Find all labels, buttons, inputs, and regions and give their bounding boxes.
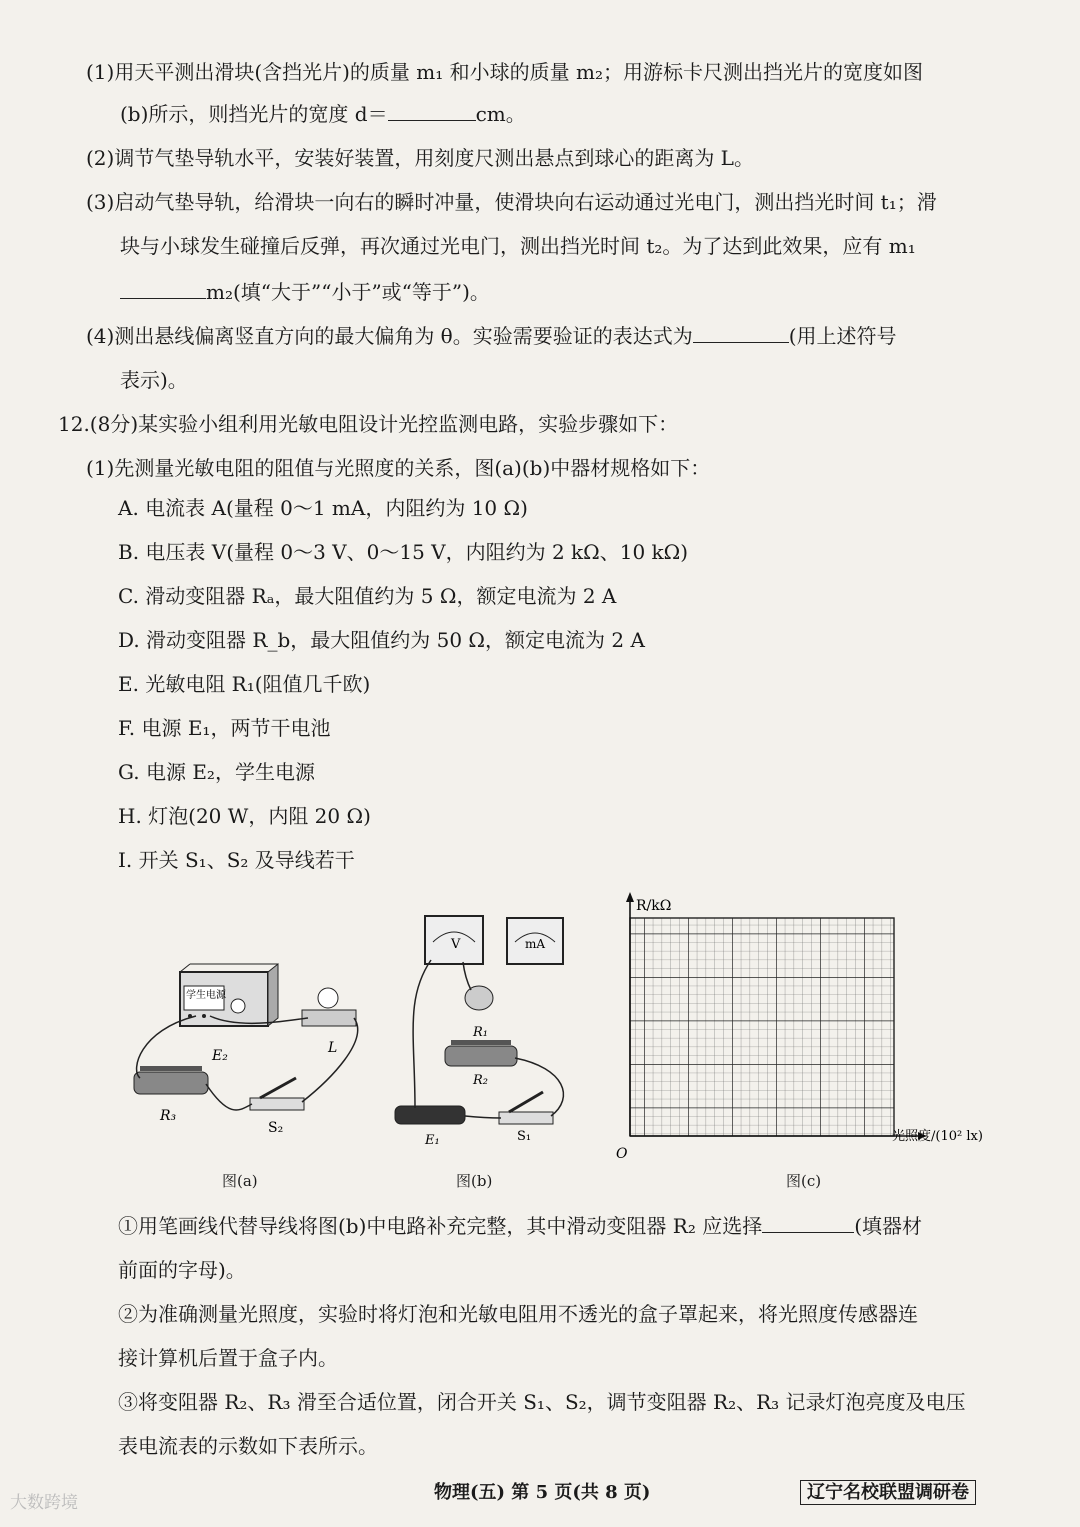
answer-blank-r2[interactable] bbox=[762, 1214, 854, 1233]
step3-line2: 表电流表的示数如下表所示。 bbox=[118, 1434, 378, 1458]
footer-badge-text: 辽宁名校联盟调研卷 bbox=[800, 1480, 976, 1505]
rheostat-r2 bbox=[445, 1046, 517, 1066]
watermark: 大数跨境 bbox=[10, 1493, 78, 1513]
equipment-item: B. 电压表 V(量程 0～3 V、0～15 V，内阻约为 2 kΩ、10 kΩ) bbox=[118, 540, 689, 564]
figure-a-caption: 图(a) bbox=[222, 1172, 258, 1190]
q11-part4-line1 bbox=[86, 322, 897, 350]
figure-b-circuit bbox=[375, 908, 585, 1148]
q11-part3-line2: 块与小球发生碰撞后反弹，再次通过光电门，测出挡光时间 t₂。为了达到此效果，应有 m₁ bbox=[120, 234, 916, 258]
step1-line1 bbox=[118, 1212, 922, 1240]
equipment-item: F. 电源 E₁，两节干电池 bbox=[118, 716, 331, 740]
label-s1: S₁ bbox=[517, 1129, 532, 1144]
equipment-item: E. 光敏电阻 R₁(阻值几千欧) bbox=[118, 672, 371, 696]
q11-part3-text: m₂(填“大于”“小于”或“等于”)。 bbox=[206, 280, 490, 304]
q11-part1-unit: cm。 bbox=[475, 102, 526, 126]
y-axis-arrow-icon bbox=[626, 892, 634, 902]
label-r3: R₃ bbox=[160, 1108, 177, 1124]
page-footer: 物理(五) 第 5 页(共 8 页) bbox=[434, 1482, 651, 1503]
x-axis-label: 光照度/(10² lx) bbox=[892, 1129, 983, 1144]
equipment-item: C. 滑动变阻器 Rₐ，最大阻值约为 5 Ω，额定电流为 2 A bbox=[118, 584, 617, 608]
q12-heading: 12.(8分)某实验小组利用光敏电阻设计光控监测电路，实验步骤如下： bbox=[58, 412, 679, 436]
equipment-item: A. 电流表 A(量程 0～1 mA，内阻约为 10 Ω) bbox=[118, 496, 528, 520]
label-r1: R₁ bbox=[473, 1025, 488, 1040]
step2-line2: 接计算机后置于盒子内。 bbox=[118, 1346, 338, 1370]
figure-c-graph-paper bbox=[600, 890, 1020, 1170]
footer-badge bbox=[800, 1478, 976, 1504]
q11-part2: (2)调节气垫导轨水平，安装好装置，用刻度尺测出悬点到球心的距离为 L。 bbox=[86, 146, 754, 170]
switch-s1 bbox=[499, 1112, 553, 1124]
knob-icon bbox=[231, 999, 245, 1013]
q11-part4-tail: (用上述符号 bbox=[788, 324, 897, 348]
battery-e1 bbox=[395, 1106, 465, 1124]
step3-line1: ③将变阻器 R₂、R₃ 滑至合适位置，闭合开关 S₁、S₂，调节变阻器 R₂、R₃ 记录灯泡亮度及电压 bbox=[118, 1390, 966, 1414]
equipment-item: H. 灯泡(20 W，内阻 20 Ω) bbox=[118, 804, 371, 828]
origin-label: O bbox=[616, 1146, 628, 1162]
q11-part1-line1: (1)用天平测出滑块(含挡光片)的质量 m₁ 和小球的质量 m₂；用游标卡尺测出挡光片的宽度如图 bbox=[86, 60, 923, 84]
step1-line2: 前面的字母)。 bbox=[118, 1258, 246, 1282]
rheostat-r3 bbox=[134, 1072, 208, 1094]
q11-part1-text: (b)所示，则挡光片的宽度 d＝ bbox=[120, 102, 388, 126]
lamp-base bbox=[302, 1010, 356, 1026]
answer-blank-d[interactable] bbox=[388, 102, 476, 121]
q11-part4-line2: 表示)。 bbox=[120, 368, 188, 392]
label-e1: E₁ bbox=[425, 1133, 440, 1148]
supply-label: 学生电源 bbox=[186, 990, 226, 1001]
figure-c-caption: 图(c) bbox=[786, 1172, 822, 1190]
q11-part1-line2 bbox=[120, 100, 526, 128]
answer-blank-mass-compare[interactable] bbox=[120, 280, 206, 299]
q11-part3-line3 bbox=[120, 278, 490, 306]
step2-line1: ②为准确测量光照度，实验时将灯泡和光敏电阻用不透光的盒子罩起来，将光照度传感器连 bbox=[118, 1302, 918, 1326]
y-axis-label: R/kΩ bbox=[636, 898, 672, 914]
equipment-item: I. 开关 S₁、S₂ 及导线若干 bbox=[118, 848, 355, 872]
q11-part3-line1: (3)启动气垫导轨，给滑块一向右的瞬时冲量，使滑块向右运动通过光电门，测出挡光时间 t₁；滑 bbox=[86, 190, 937, 214]
switch-s2 bbox=[250, 1098, 304, 1110]
grid[interactable] bbox=[630, 918, 894, 1136]
lamp-bulb-icon bbox=[318, 988, 338, 1008]
step1-text: ①用笔画线代替导线将图(b)中电路补充完整，其中滑动变阻器 R₂ 应选择 bbox=[118, 1214, 763, 1238]
label-r2: R₂ bbox=[473, 1073, 488, 1088]
label-lamp: L bbox=[328, 1040, 338, 1056]
photoresistor-r1 bbox=[465, 986, 493, 1010]
label-s2: S₂ bbox=[268, 1120, 284, 1136]
equipment-item: D. 滑动变阻器 R_b，最大阻值约为 50 Ω，额定电流为 2 A bbox=[118, 628, 645, 652]
equipment-item: G. 电源 E₂，学生电源 bbox=[118, 760, 315, 784]
q11-part4-text: (4)测出悬线偏离竖直方向的最大偏角为 θ。实验需要验证的表达式为 bbox=[86, 324, 693, 348]
label-voltmeter: V bbox=[451, 937, 461, 952]
figure-a-circuit bbox=[120, 960, 380, 1140]
figure-b-caption: 图(b) bbox=[456, 1172, 493, 1190]
answer-blank-expression[interactable] bbox=[693, 324, 789, 343]
q12-part1: (1)先测量光敏电阻的阻值与光照度的关系，图(a)(b)中器材规格如下： bbox=[86, 456, 711, 480]
label-milliammeter: mA bbox=[525, 937, 546, 951]
step1-tail: (填器材 bbox=[854, 1214, 923, 1238]
label-e2: E₂ bbox=[212, 1048, 228, 1064]
